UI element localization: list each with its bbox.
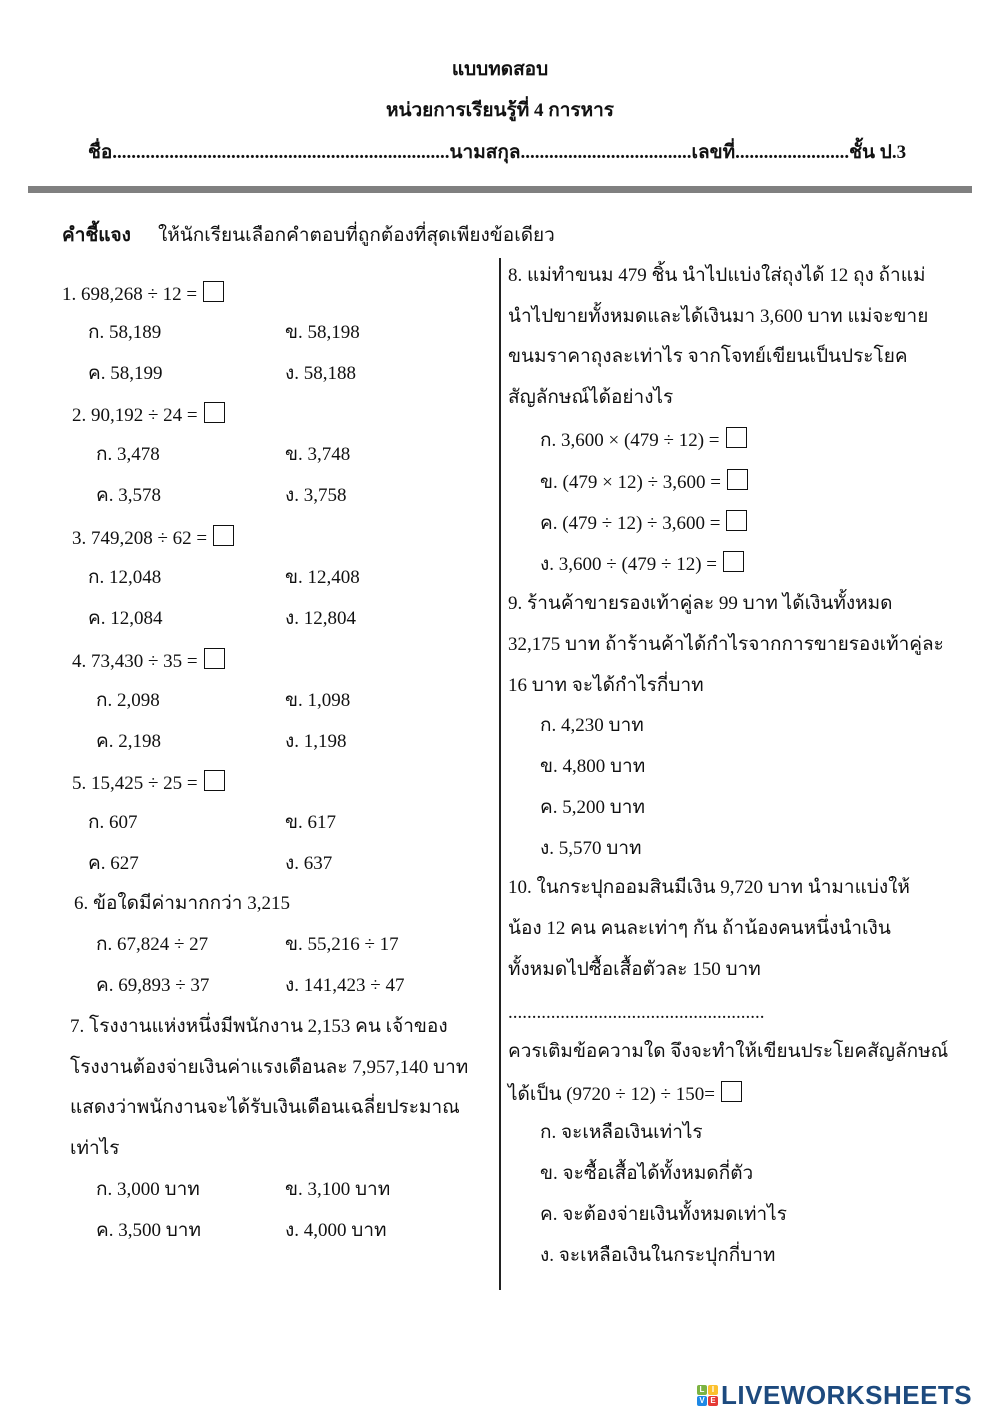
- answer-box[interactable]: [721, 1081, 742, 1102]
- answer-option: [285, 566, 360, 590]
- liveworksheets-logo: [697, 1381, 972, 1409]
- question-line: [508, 1081, 742, 1107]
- answer-option: [285, 852, 332, 876]
- answer-option: [285, 933, 399, 957]
- question-line-text: 4. 73,430 ÷ 35 =: [72, 651, 198, 672]
- answer-option: [540, 755, 645, 779]
- answer-option: [285, 362, 356, 386]
- answer-option-text: ข. 1,098: [285, 690, 351, 711]
- question-line: [508, 264, 925, 288]
- question-line-text: เท่าไร: [70, 1138, 120, 1159]
- question-line: [72, 770, 225, 796]
- question-line-text: ควรเติมข้อความใด จึงจะทำให้เขียนประโยคสัญลักษณ์: [508, 1041, 949, 1062]
- answer-option-text: ง. 141,423 ÷ 47: [285, 975, 405, 996]
- answer-option: [285, 689, 350, 713]
- answer-option: [285, 443, 350, 467]
- question-line: [508, 592, 893, 616]
- question-line-text: 6. ข้อใดมีค่ามากกว่า 3,215: [74, 893, 290, 914]
- answer-option-text: ง. 4,000 บาท: [285, 1220, 387, 1241]
- answer-option-text: ข. 3,100 บาท: [285, 1179, 391, 1200]
- answer-option-text: ค. 627: [88, 853, 139, 874]
- question-line-text: 32,175 บาท ถ้าร้านค้าได้กำไรจากการขายรองเท้าคู่ละ: [508, 634, 944, 655]
- question-line-text: ทั้งหมดไปซื้อเสื้อตัวละ 150 บาท: [508, 959, 761, 980]
- answer-option-text: ก. 3,600 × (479 ÷ 12) =: [540, 430, 720, 451]
- question-line: [72, 525, 234, 551]
- answer-option: [285, 321, 360, 345]
- answer-option: [96, 933, 208, 957]
- answer-option: [88, 811, 138, 835]
- answer-option: [96, 730, 161, 754]
- answer-option-text: ข. 55,216 ÷ 17: [285, 934, 399, 955]
- question-line-text: 8. แม่ทำขนม 479 ชิ้น นำไปแบ่งใส่ถุงได้ 12 ถุง ถ้าแม่: [508, 265, 926, 286]
- question-line: [508, 305, 928, 329]
- question-line-text: 2. 90,192 ÷ 24 =: [72, 405, 198, 426]
- header-divider: [28, 186, 972, 193]
- answer-option-text: ก. 2,098: [96, 690, 160, 711]
- answer-option-text: ง. 5,570 บาท: [540, 838, 642, 859]
- unit-title: หน่วยการเรียนรู้ที่ 4 การหาร: [385, 100, 615, 121]
- question-line-text: โรงงานต้องจ่ายเงินค่าแรงเดือนละ 7,957,140 บาท: [70, 1057, 469, 1078]
- answer-option: [96, 689, 160, 713]
- answer-option-text: ข. (479 × 12) ÷ 3,600 =: [540, 472, 722, 493]
- answer-option: [540, 796, 645, 820]
- answer-option-text: ก. 58,189: [88, 322, 162, 343]
- answer-option: [285, 607, 356, 631]
- answer-option: [540, 837, 642, 861]
- question-line: [74, 892, 290, 916]
- answer-option-text: ข. 12,408: [285, 567, 360, 588]
- question-line-text: 1. 698,268 ÷ 12 =: [62, 284, 198, 305]
- answer-option-text: ค. 69,893 ÷ 37: [96, 975, 210, 996]
- question-line: [72, 402, 225, 428]
- answer-option-text: ข. 4,800 บาท: [540, 756, 646, 777]
- answer-option-text: ค. 3,578: [96, 485, 161, 506]
- logo-letter: I: [708, 1385, 718, 1395]
- answer-option-text: ข. 3,748: [285, 444, 351, 465]
- answer-option: [96, 1178, 200, 1202]
- answer-option-text: ก. 607: [88, 812, 138, 833]
- answer-option: [285, 811, 336, 835]
- answer-option-text: ข. 58,198: [285, 322, 360, 343]
- logo-text: LIVEWORKSHEETS: [721, 1380, 973, 1410]
- answer-option: [88, 566, 161, 590]
- answer-option-text: ง. 3,600 ÷ (479 ÷ 12) =: [540, 554, 718, 575]
- answer-option-text: ก. จะเหลือเงินเท่าไร: [540, 1122, 703, 1143]
- answer-option: [540, 1162, 753, 1186]
- answer-box[interactable]: [203, 281, 224, 302]
- question-line: [72, 648, 225, 674]
- answer-option-text: ก. 4,230 บาท: [540, 715, 644, 736]
- answer-option: [88, 607, 162, 631]
- answer-option-text: ง. จะเหลือเงินในกระปุกกี่บาท: [540, 1245, 776, 1266]
- answer-option: [96, 974, 209, 998]
- instructions-text: ให้นักเรียนเลือกคำตอบที่ถูกต้องที่สุดเพียงข้อเดียว: [158, 225, 555, 246]
- question-line-text: ขนมราคาถุงละเท่าไร จากโจทย์เขียนเป็นประโยค: [508, 346, 908, 367]
- question-line-text: 7. โรงงานแห่งหนึ่งมีพนักงาน 2,153 คน เจ้าของ: [70, 1016, 448, 1037]
- logo-letter: V: [697, 1396, 707, 1406]
- answer-box[interactable]: [727, 469, 748, 490]
- answer-option: [285, 730, 347, 754]
- answer-option: [540, 427, 747, 453]
- question-line-text: 5. 15,425 ÷ 25 =: [72, 773, 198, 794]
- question-line: [70, 1096, 460, 1120]
- instructions-label: คำชี้แจง: [62, 225, 131, 246]
- question-line-text: ......................................................: [508, 1002, 765, 1023]
- answer-option: [285, 484, 347, 508]
- answer-option-text: ค. 5,200 บาท: [540, 797, 645, 818]
- answer-option: [540, 551, 744, 577]
- question-line: [508, 345, 908, 369]
- answer-option: [88, 321, 161, 345]
- answer-box[interactable]: [204, 648, 225, 669]
- answer-option: [96, 1219, 201, 1243]
- logo-letter: E: [708, 1396, 718, 1406]
- question-line: [508, 917, 891, 941]
- answer-option-text: ค. 2,198: [96, 731, 161, 752]
- answer-option-text: ค. จะต้องจ่ายเงินทั้งหมดเท่าไร: [540, 1204, 787, 1225]
- answer-option-text: ก. 12,048: [88, 567, 162, 588]
- question-line: [508, 386, 673, 410]
- logo-letter: L: [697, 1385, 707, 1395]
- answer-option: [285, 1178, 390, 1202]
- answer-option-text: ก. 3,478: [96, 444, 160, 465]
- answer-option: [540, 469, 748, 495]
- answer-option: [540, 1203, 787, 1227]
- answer-option-text: ข. จะซื้อเสื้อได้ทั้งหมดกี่ตัว: [540, 1163, 754, 1184]
- question-line-text: นำไปขายทั้งหมดและได้เงินมา 3,600 บาท แม่จะขาย: [508, 306, 929, 327]
- column-divider: [499, 258, 501, 1290]
- question-line: [508, 674, 704, 698]
- student-info-line: ชื่อ.......................................................................นามสกุล....................................เลขที่........................ชั้น ป.3: [88, 142, 907, 163]
- answer-option: [540, 510, 747, 536]
- answer-option: [88, 852, 139, 876]
- question-line-text: สัญลักษณ์ได้อย่างไร: [508, 387, 674, 408]
- answer-option-text: ง. 3,758: [285, 485, 347, 506]
- answer-option: [540, 1121, 703, 1145]
- answer-option-text: ค. 3,500 บาท: [96, 1220, 201, 1241]
- answer-option-text: ค. 58,199: [88, 363, 163, 384]
- question-line-text: แสดงว่าพนักงานจะได้รับเงินเดือนเฉลี่ยประมาณ: [70, 1097, 460, 1118]
- question-line-text: 16 บาท จะได้กำไรกี่บาท: [508, 675, 704, 696]
- answer-option-text: ง. 58,188: [285, 363, 357, 384]
- answer-box[interactable]: [204, 402, 225, 423]
- question-line-text: 10. ในกระปุกออมสินมีเงิน 9,720 บาท นำมาแบ่งให้: [508, 877, 910, 898]
- question-line: [70, 1056, 468, 1080]
- question-line: [508, 958, 761, 982]
- answer-option-text: ง. 637: [285, 853, 333, 874]
- answer-box[interactable]: [204, 770, 225, 791]
- question-line: [508, 1040, 948, 1064]
- answer-option-text: ข. 617: [285, 812, 336, 833]
- answer-option-text: ง. 12,804: [285, 608, 357, 629]
- answer-option: [285, 1219, 387, 1243]
- answer-option: [540, 1244, 775, 1268]
- answer-option: [96, 443, 160, 467]
- answer-option: [285, 974, 404, 998]
- answer-option: [540, 714, 644, 738]
- answer-option: [96, 484, 161, 508]
- question-line: [70, 1137, 119, 1161]
- logo-icon: [697, 1385, 718, 1406]
- question-line-text: ได้เป็น (9720 ÷ 12) ÷ 150=: [508, 1084, 715, 1105]
- answer-option: [88, 362, 162, 386]
- answer-option-text: ก. 3,000 บาท: [96, 1179, 200, 1200]
- question-line: [62, 281, 224, 307]
- answer-option-text: ก. 67,824 ÷ 27: [96, 934, 209, 955]
- worksheet-title: แบบทดสอบ: [451, 59, 549, 80]
- question-line: [70, 1015, 448, 1039]
- answer-option-text: ค. (479 ÷ 12) ÷ 3,600 =: [540, 513, 721, 534]
- question-line-text: น้อง 12 คน คนละเท่าๆ กัน ถ้าน้องคนหนึ่งนำเงิน: [508, 918, 891, 939]
- question-line-text: 3. 749,208 ÷ 62 =: [72, 528, 208, 549]
- question-line: [508, 1001, 765, 1025]
- answer-box[interactable]: [726, 427, 747, 448]
- question-line: [508, 876, 910, 900]
- question-line-text: 9. ร้านค้าขายรองเท้าคู่ละ 99 บาท ได้เงินทั้งหมด: [508, 593, 893, 614]
- answer-option-text: ง. 1,198: [285, 731, 347, 752]
- answer-box[interactable]: [726, 510, 747, 531]
- answer-option-text: ค. 12,084: [88, 608, 163, 629]
- question-line: [508, 633, 944, 657]
- answer-box[interactable]: [213, 525, 234, 546]
- answer-box[interactable]: [723, 551, 744, 572]
